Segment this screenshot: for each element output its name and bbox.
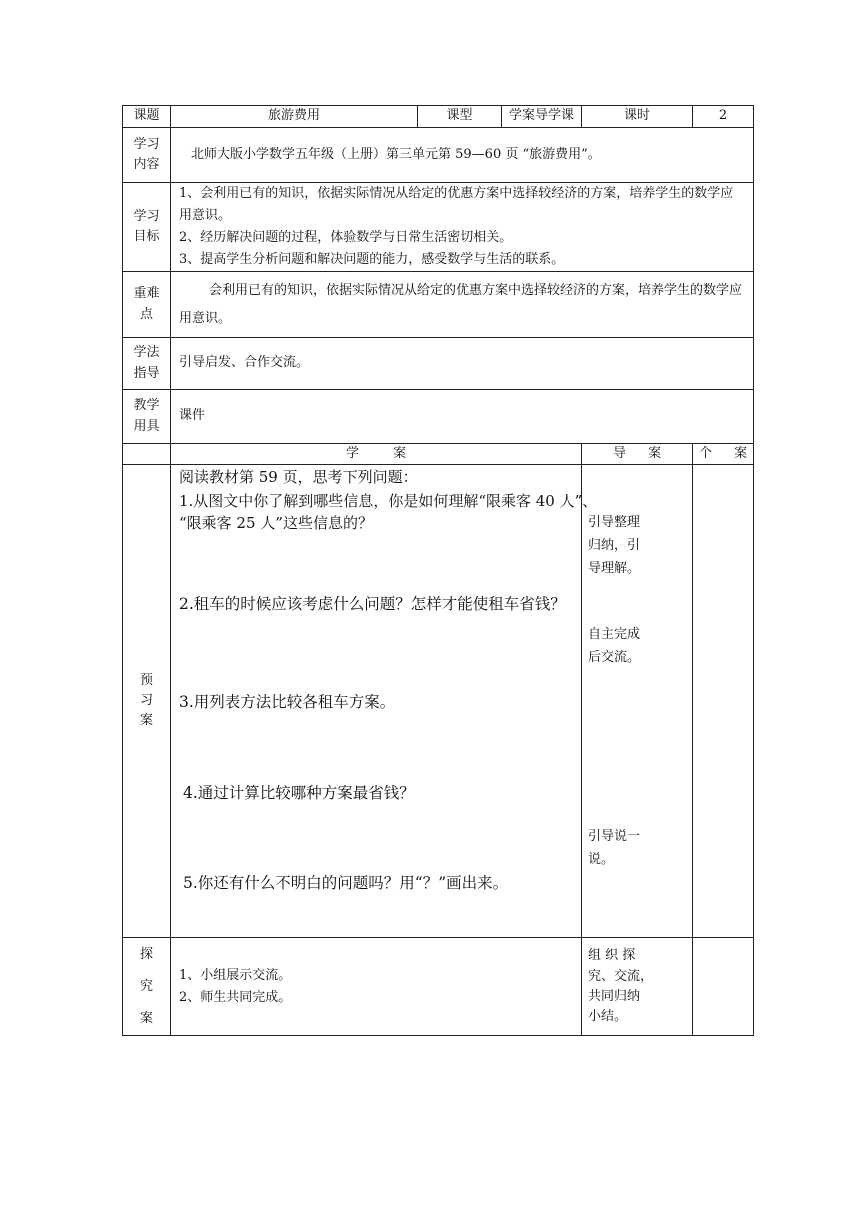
content-label-line1: 学习 [133, 136, 160, 152]
method-row [123, 338, 754, 390]
type-value: 学案导学课 [502, 106, 582, 128]
preview-guide-1 [588, 511, 640, 580]
method-label-line2: 指导 [133, 365, 160, 381]
goal-item-2: 2、经历解决问题的过程，体验数学与日常生活密切相关。 [179, 230, 513, 245]
goals-label-line1: 学习 [133, 208, 160, 224]
explore-study-cell [171, 938, 582, 1036]
topic-value: 旅游费用 [171, 106, 418, 128]
preview-guide-cell [582, 465, 693, 938]
explore-label-char2: 究 [139, 978, 153, 994]
lesson-plan-table [122, 105, 754, 1036]
preview-guide-2 [588, 623, 640, 669]
key-label-line2: 点 [139, 306, 153, 322]
key-label [123, 272, 171, 338]
question-1-line2: “限乘客 25 人”这些信息的？ [179, 514, 373, 533]
tools-label [123, 390, 171, 444]
personal-column-header: 个 案 [693, 444, 754, 465]
guide-column-header: 导 案 [582, 444, 693, 465]
explore-guide-line2: 究、交流， [588, 968, 654, 984]
guide-1-line2: 归纳，引 [588, 538, 641, 554]
preview-study-cell [171, 465, 598, 938]
guide-1-line3: 导理解。 [588, 561, 641, 577]
column-header-row [123, 444, 754, 465]
preview-question-4: 4.通过计算比较哪种方案最省钱？ [183, 784, 415, 803]
goal-item-3: 3、提高学生分析问题和解决问题的能力，感受数学与生活的联系。 [179, 252, 565, 267]
explore-personal-cell [693, 938, 754, 1036]
preview-intro: 阅读教材第 59 页，思考下列问题： [179, 468, 418, 487]
key-label-line1: 重难 [133, 286, 160, 302]
tools-text: 课件 [171, 390, 754, 444]
preview-guide-3 [588, 825, 640, 871]
guide-3-line1: 引导说一 [588, 829, 641, 845]
preview-question-2: 2.租车的时候应该考虑什么问题？怎样才能使租车省钱？ [179, 595, 566, 614]
preview-question-3: 3.用列表方法比较各租车方案。 [179, 693, 396, 712]
goals-label [123, 183, 171, 272]
tools-row [123, 390, 754, 444]
explore-row [123, 938, 754, 1036]
explore-item-2: 2、师生共同完成。 [179, 989, 292, 1005]
preview-label-char1: 预 [139, 672, 153, 688]
guide-2-line2: 后交流。 [588, 650, 641, 666]
method-label [123, 338, 171, 390]
column-header-empty [123, 444, 171, 465]
guide-1-line1: 引导整理 [588, 515, 641, 531]
hours-label: 课时 [582, 106, 693, 128]
explore-guide-line3: 共同归纳 [588, 988, 641, 1004]
goals-label-line2: 目标 [133, 229, 160, 244]
preview-personal-cell [693, 465, 754, 938]
method-text: 引导启发、合作交流。 [171, 338, 754, 390]
explore-item-1: 1、小组展示交流。 [179, 967, 292, 983]
explore-label-char1: 探 [139, 946, 153, 962]
type-label: 课型 [418, 106, 502, 128]
topic-label: 课题 [123, 106, 171, 128]
explore-label [123, 938, 171, 1036]
content-label-line2: 内容 [133, 157, 160, 172]
guide-3-line2: 说。 [588, 852, 615, 868]
method-label-line1: 学法 [133, 345, 160, 361]
content-label [123, 128, 171, 183]
hours-value: 2 [693, 106, 754, 128]
explore-guide-line1: 组 织 探 [588, 948, 636, 964]
tools-label-line1: 教学 [133, 398, 160, 414]
header-row [123, 106, 754, 128]
tools-label-line2: 用具 [133, 418, 160, 434]
preview-row [123, 465, 754, 938]
key-row [123, 272, 754, 338]
preview-question-5: 5.你还有什么不明白的问题吗？用“？”画出来。 [183, 874, 509, 893]
content-text: 北师大版小学数学五年级（上册）第三单元第 59—60 页 “旅游费用”。 [171, 128, 754, 183]
key-text: 会利用已有的知识，依据实际情况从给定的优惠方案中选择较经济的方案，培养学生的数学应用意识。 [171, 272, 754, 338]
preview-question-1 [179, 490, 597, 534]
explore-guide-line4: 小结。 [588, 1008, 628, 1024]
explore-guide-cell [582, 938, 693, 1036]
preview-label-char3: 案 [139, 713, 153, 729]
preview-label [123, 465, 171, 938]
guide-2-line1: 自主完成 [588, 627, 641, 643]
explore-label-char3: 案 [139, 1010, 153, 1026]
goals-cell [171, 183, 754, 272]
study-column-header: 学 案 [171, 444, 582, 465]
content-row [123, 128, 754, 183]
goal-item-1: 1、会利用已有的知识，依据实际情况从给定的优惠方案中选择较经济的方案，培养学生的数学应用意识。 [179, 186, 734, 223]
question-1-line1: 1.从图文中你了解到哪些信息，你是如何理解“限乘客 40 人”、 [179, 492, 598, 511]
preview-label-char2: 习 [139, 693, 153, 709]
goals-row [123, 183, 754, 272]
